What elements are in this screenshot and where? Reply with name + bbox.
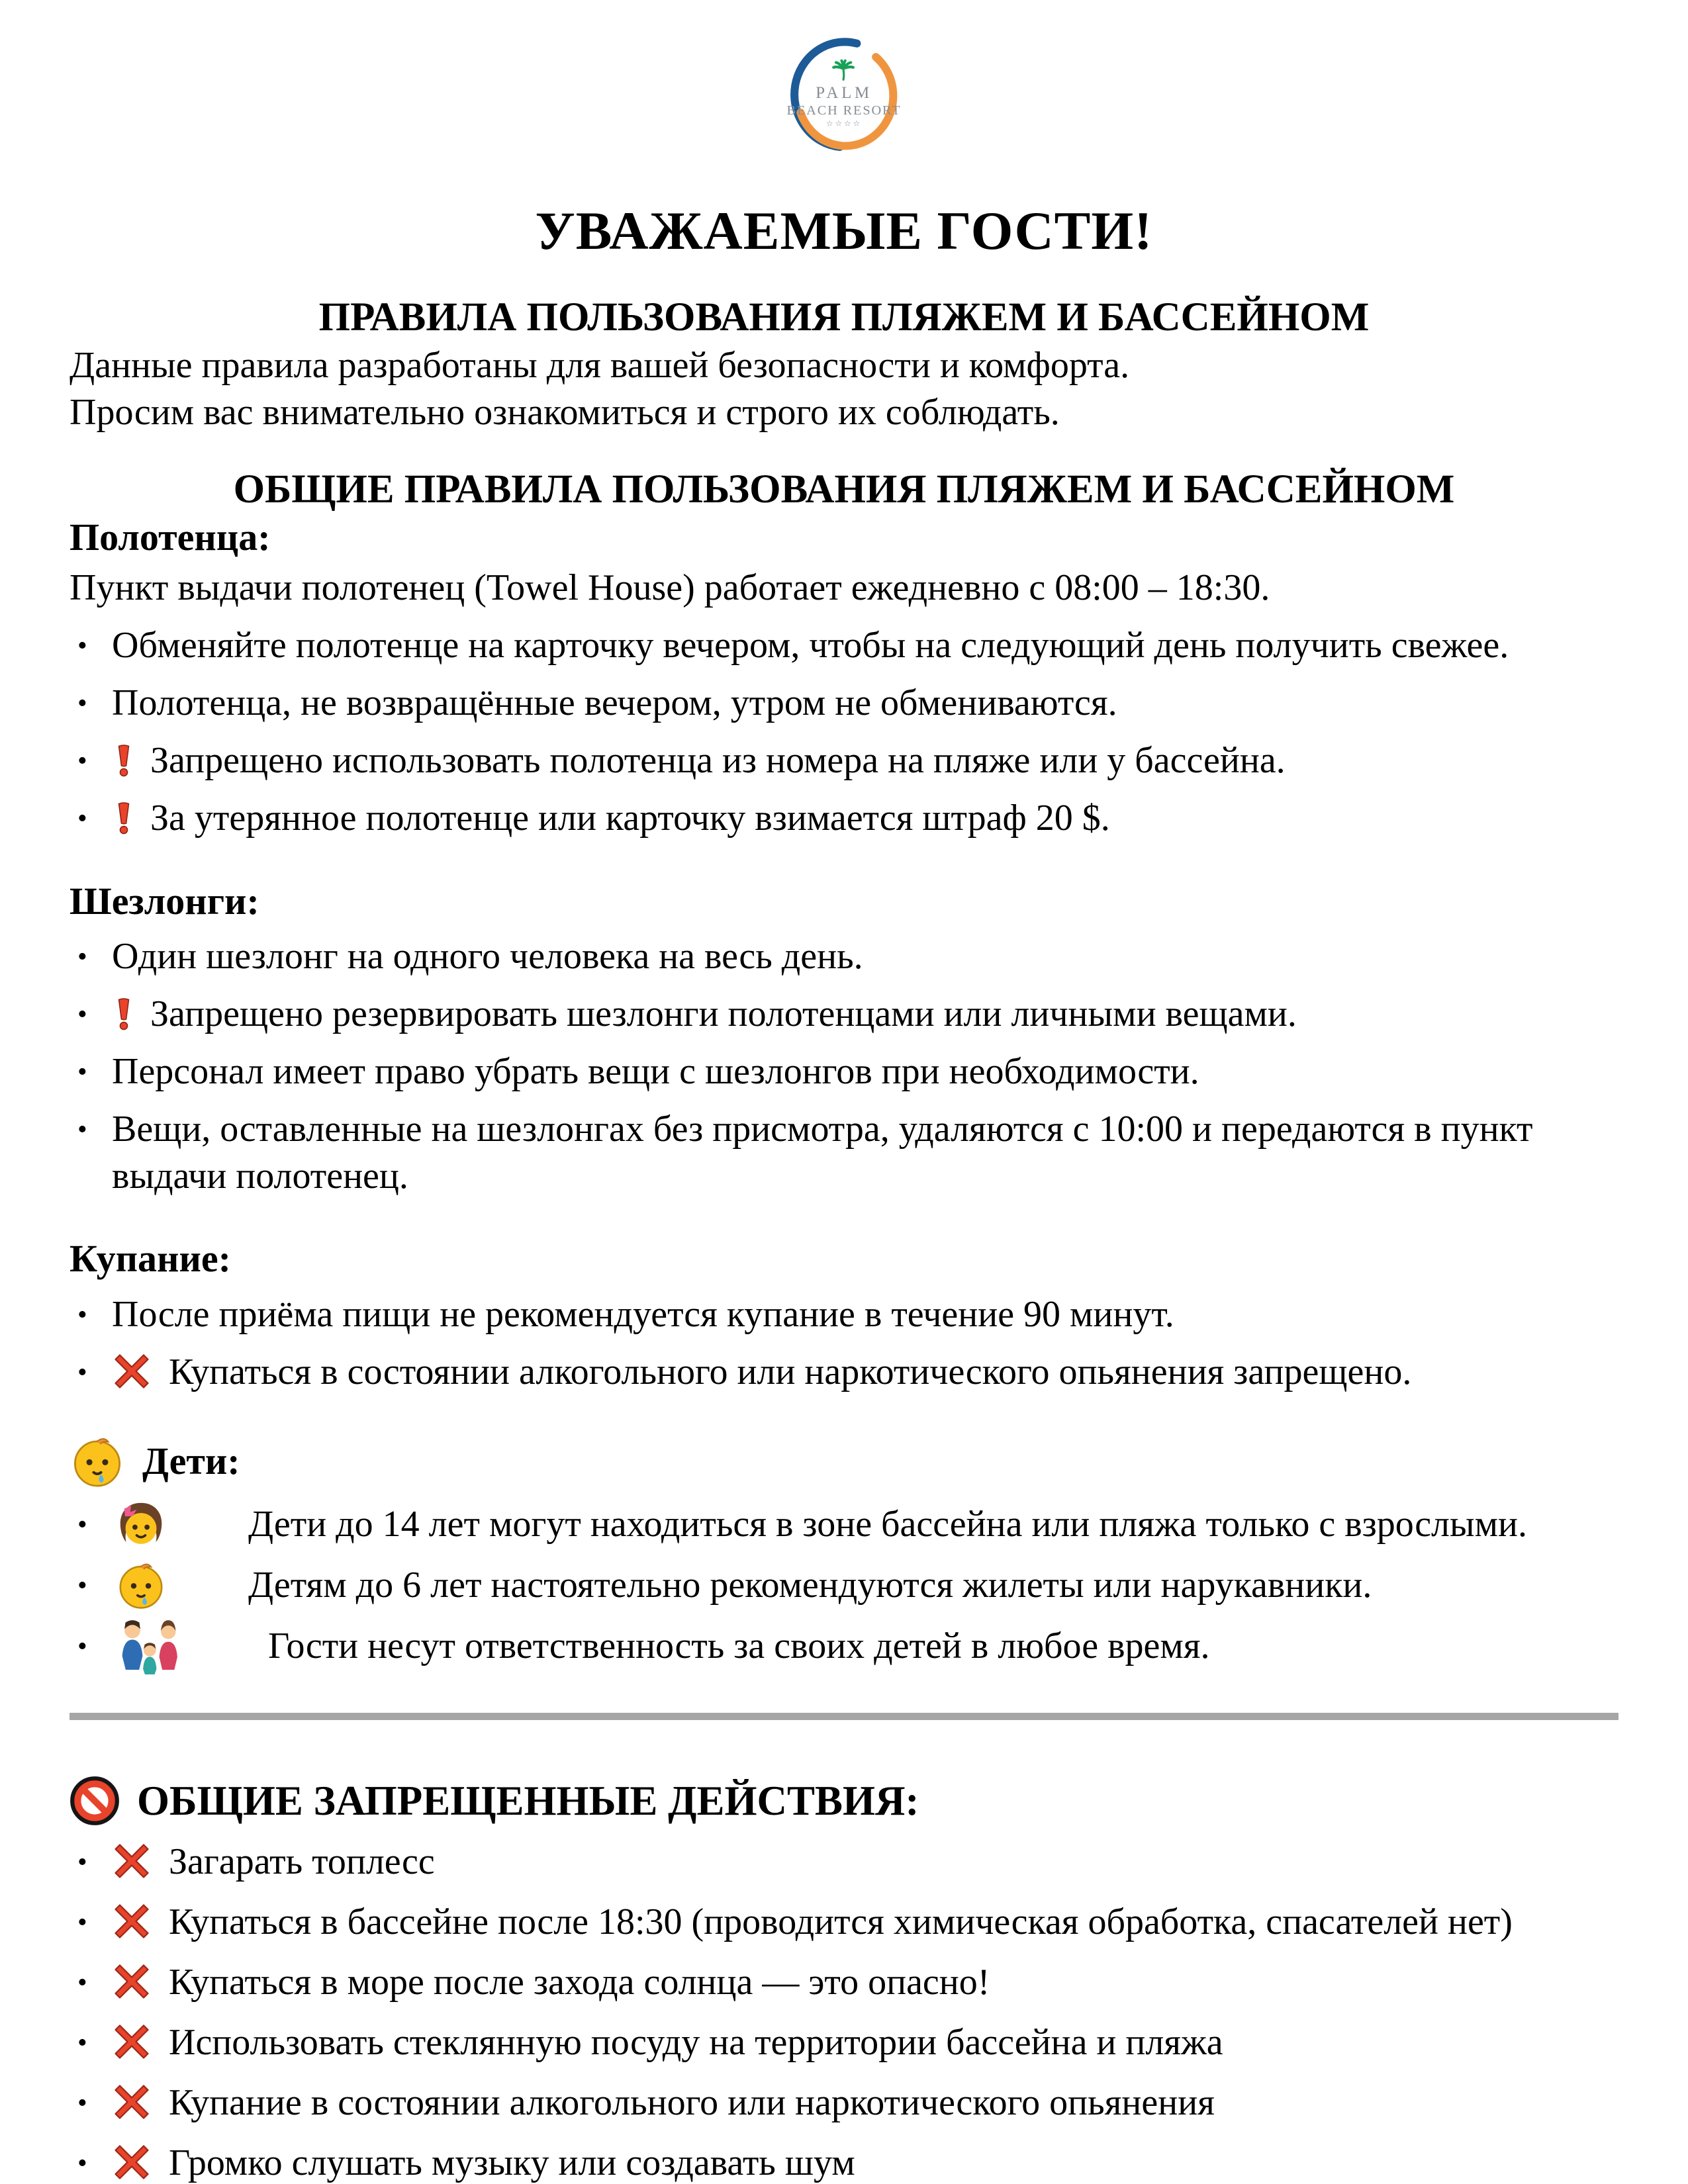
bullet-dot: • [77, 1847, 87, 1878]
list-item: • Обменяйте полотенце на карточку вечером, чтобы на следующий день получить свежее. [70, 622, 1618, 670]
towels-list [70, 622, 1618, 842]
logo-stars: ☆☆☆☆ [825, 118, 863, 128]
list-item: • Гости несут ответственность за своих детей в любое время. [70, 1623, 1618, 1674]
bullet-dot: • [77, 745, 87, 776]
list-item: • Купание в состоянии алкогольного или наркотического опьянения [70, 2079, 1618, 2127]
cross-icon [112, 1351, 152, 1391]
cross-icon [112, 1841, 152, 1881]
baby-icon [112, 1559, 170, 1611]
exclamation-icon [112, 739, 136, 782]
section-heading-towels: Полотенца: [70, 516, 271, 559]
bullet-dot: • [77, 942, 87, 973]
cross-icon [112, 2082, 152, 2122]
intro-line-1: Данные правила разработаны для вашей безопасности и комфорта. [70, 344, 1130, 386]
list-item: • Загарать топлесс [70, 1839, 1618, 1886]
section-heading-swimming: Купание: [70, 1237, 231, 1281]
bullet-dot: • [77, 2148, 87, 2179]
list-item: • Полотенца, не возвращённые вечером, утром не обмениваются. [70, 680, 1618, 727]
section-heading-sunbeds: Шезлонги: [70, 879, 259, 923]
list-item: • Детям до 6 лет настоятельно рекомендуются жилеты или нарукавники. [70, 1562, 1618, 1611]
list-item: • После приёма пищи не рекомендуется купание в течение 90 минут. [70, 1291, 1618, 1339]
bullet-dot: • [77, 999, 87, 1030]
bullet-dot: • [77, 1968, 87, 1999]
family-icon [112, 1619, 190, 1674]
bullet-dot: • [77, 688, 87, 719]
bullet-dot: • [77, 2088, 87, 2119]
list-item: • Запрещено использовать полотенца из номера на пляже или у бассейна. [70, 737, 1618, 785]
towels-lead: Пункт выдачи полотенец (Towel House) работает ежедневно с 08:00 – 18:30. [70, 567, 1270, 608]
general-rules-heading: ОБЩИЕ ПРАВИЛА ПОЛЬЗОВАНИЯ ПЛЯЖЕМ И БАССЕЙНОМ [233, 467, 1455, 512]
intro-line-2: Просим вас внимательно ознакомиться и строго их соблюдать. [70, 392, 1060, 433]
list-item: • Вещи, оставленные на шезлонгах без присмотра, удаляются с 10:00 и передаются в пункт выдачи полотенец. [70, 1106, 1618, 1200]
palm-beach-resort-logo [774, 33, 914, 156]
page-title: УВАЖАЕМЫЕ ГОСТИ! [535, 201, 1153, 261]
bullet-dot: • [77, 1570, 87, 1602]
list-item: • Купаться в бассейне после 18:30 (проводится химическая обработка, спасателей нет) [70, 1899, 1618, 1946]
bullet-dot: • [77, 1300, 87, 1331]
prohibited-icon [70, 1776, 120, 1826]
girl-icon [112, 1498, 170, 1550]
bullet-dot: • [77, 1357, 87, 1388]
cross-icon [112, 2142, 152, 2182]
children-list [70, 1501, 1618, 1674]
list-item: • Купаться в состоянии алкогольного или наркотического опьянения запрещено. [70, 1349, 1618, 1396]
list-item: • Громко слушать музыку или создавать шум [70, 2140, 1618, 2184]
exclamation-icon [112, 992, 136, 1036]
bullet-dot: • [77, 1115, 87, 1146]
cross-icon [112, 2022, 152, 2062]
cross-icon [112, 1962, 152, 2001]
cross-icon [112, 1901, 152, 1941]
forbidden-actions-heading: ОБЩИЕ ЗАПРЕЩЕННЫЕ ДЕЙСТВИЯ: [70, 1776, 1618, 1826]
list-item: • Персонал имеет право убрать вещи с шезлонгов при необходимости. [70, 1048, 1618, 1096]
forbidden-list [70, 1839, 1618, 2184]
bullet-dot: • [77, 1631, 87, 1662]
logo-text-palm: PALM [816, 84, 872, 103]
bullet-dot: • [77, 1510, 87, 1541]
list-item: • Запрещено резервировать шезлонги полотенцами или личными вещами. [70, 991, 1618, 1038]
bullet-dot: • [77, 630, 87, 661]
section-heading-children: Дети: [70, 1433, 1618, 1489]
section-divider [70, 1713, 1618, 1720]
list-item: • За утерянное полотенце или карточку взимается штраф 20 $. [70, 795, 1618, 842]
list-item: • Дети до 14 лет могут находиться в зоне бассейна или пляжа только с взрослыми. [70, 1501, 1618, 1550]
sunbeds-list [70, 933, 1618, 1200]
list-item: • Использовать стеклянную посуду на территории бассейна и пляжа [70, 2019, 1618, 2067]
bullet-dot: • [77, 1907, 87, 1938]
list-item: • Купаться в море после захода солнца — это опасно! [70, 1959, 1618, 2007]
palm-tree-icon [833, 61, 853, 80]
logo-text-beach-resort: BEACH RESORT [786, 103, 902, 118]
list-item: • Один шезлонг на одного человека на весь день. [70, 933, 1618, 981]
bullet-dot: • [77, 2028, 87, 2059]
rules-subtitle: ПРАВИЛА ПОЛЬЗОВАНИЯ ПЛЯЖЕМ И БАССЕЙНОМ [318, 295, 1370, 340]
bullet-dot: • [77, 803, 87, 834]
bullet-dot: • [77, 1057, 87, 1088]
swimming-list [70, 1291, 1618, 1396]
exclamation-icon [112, 796, 136, 840]
baby-icon [70, 1433, 125, 1489]
